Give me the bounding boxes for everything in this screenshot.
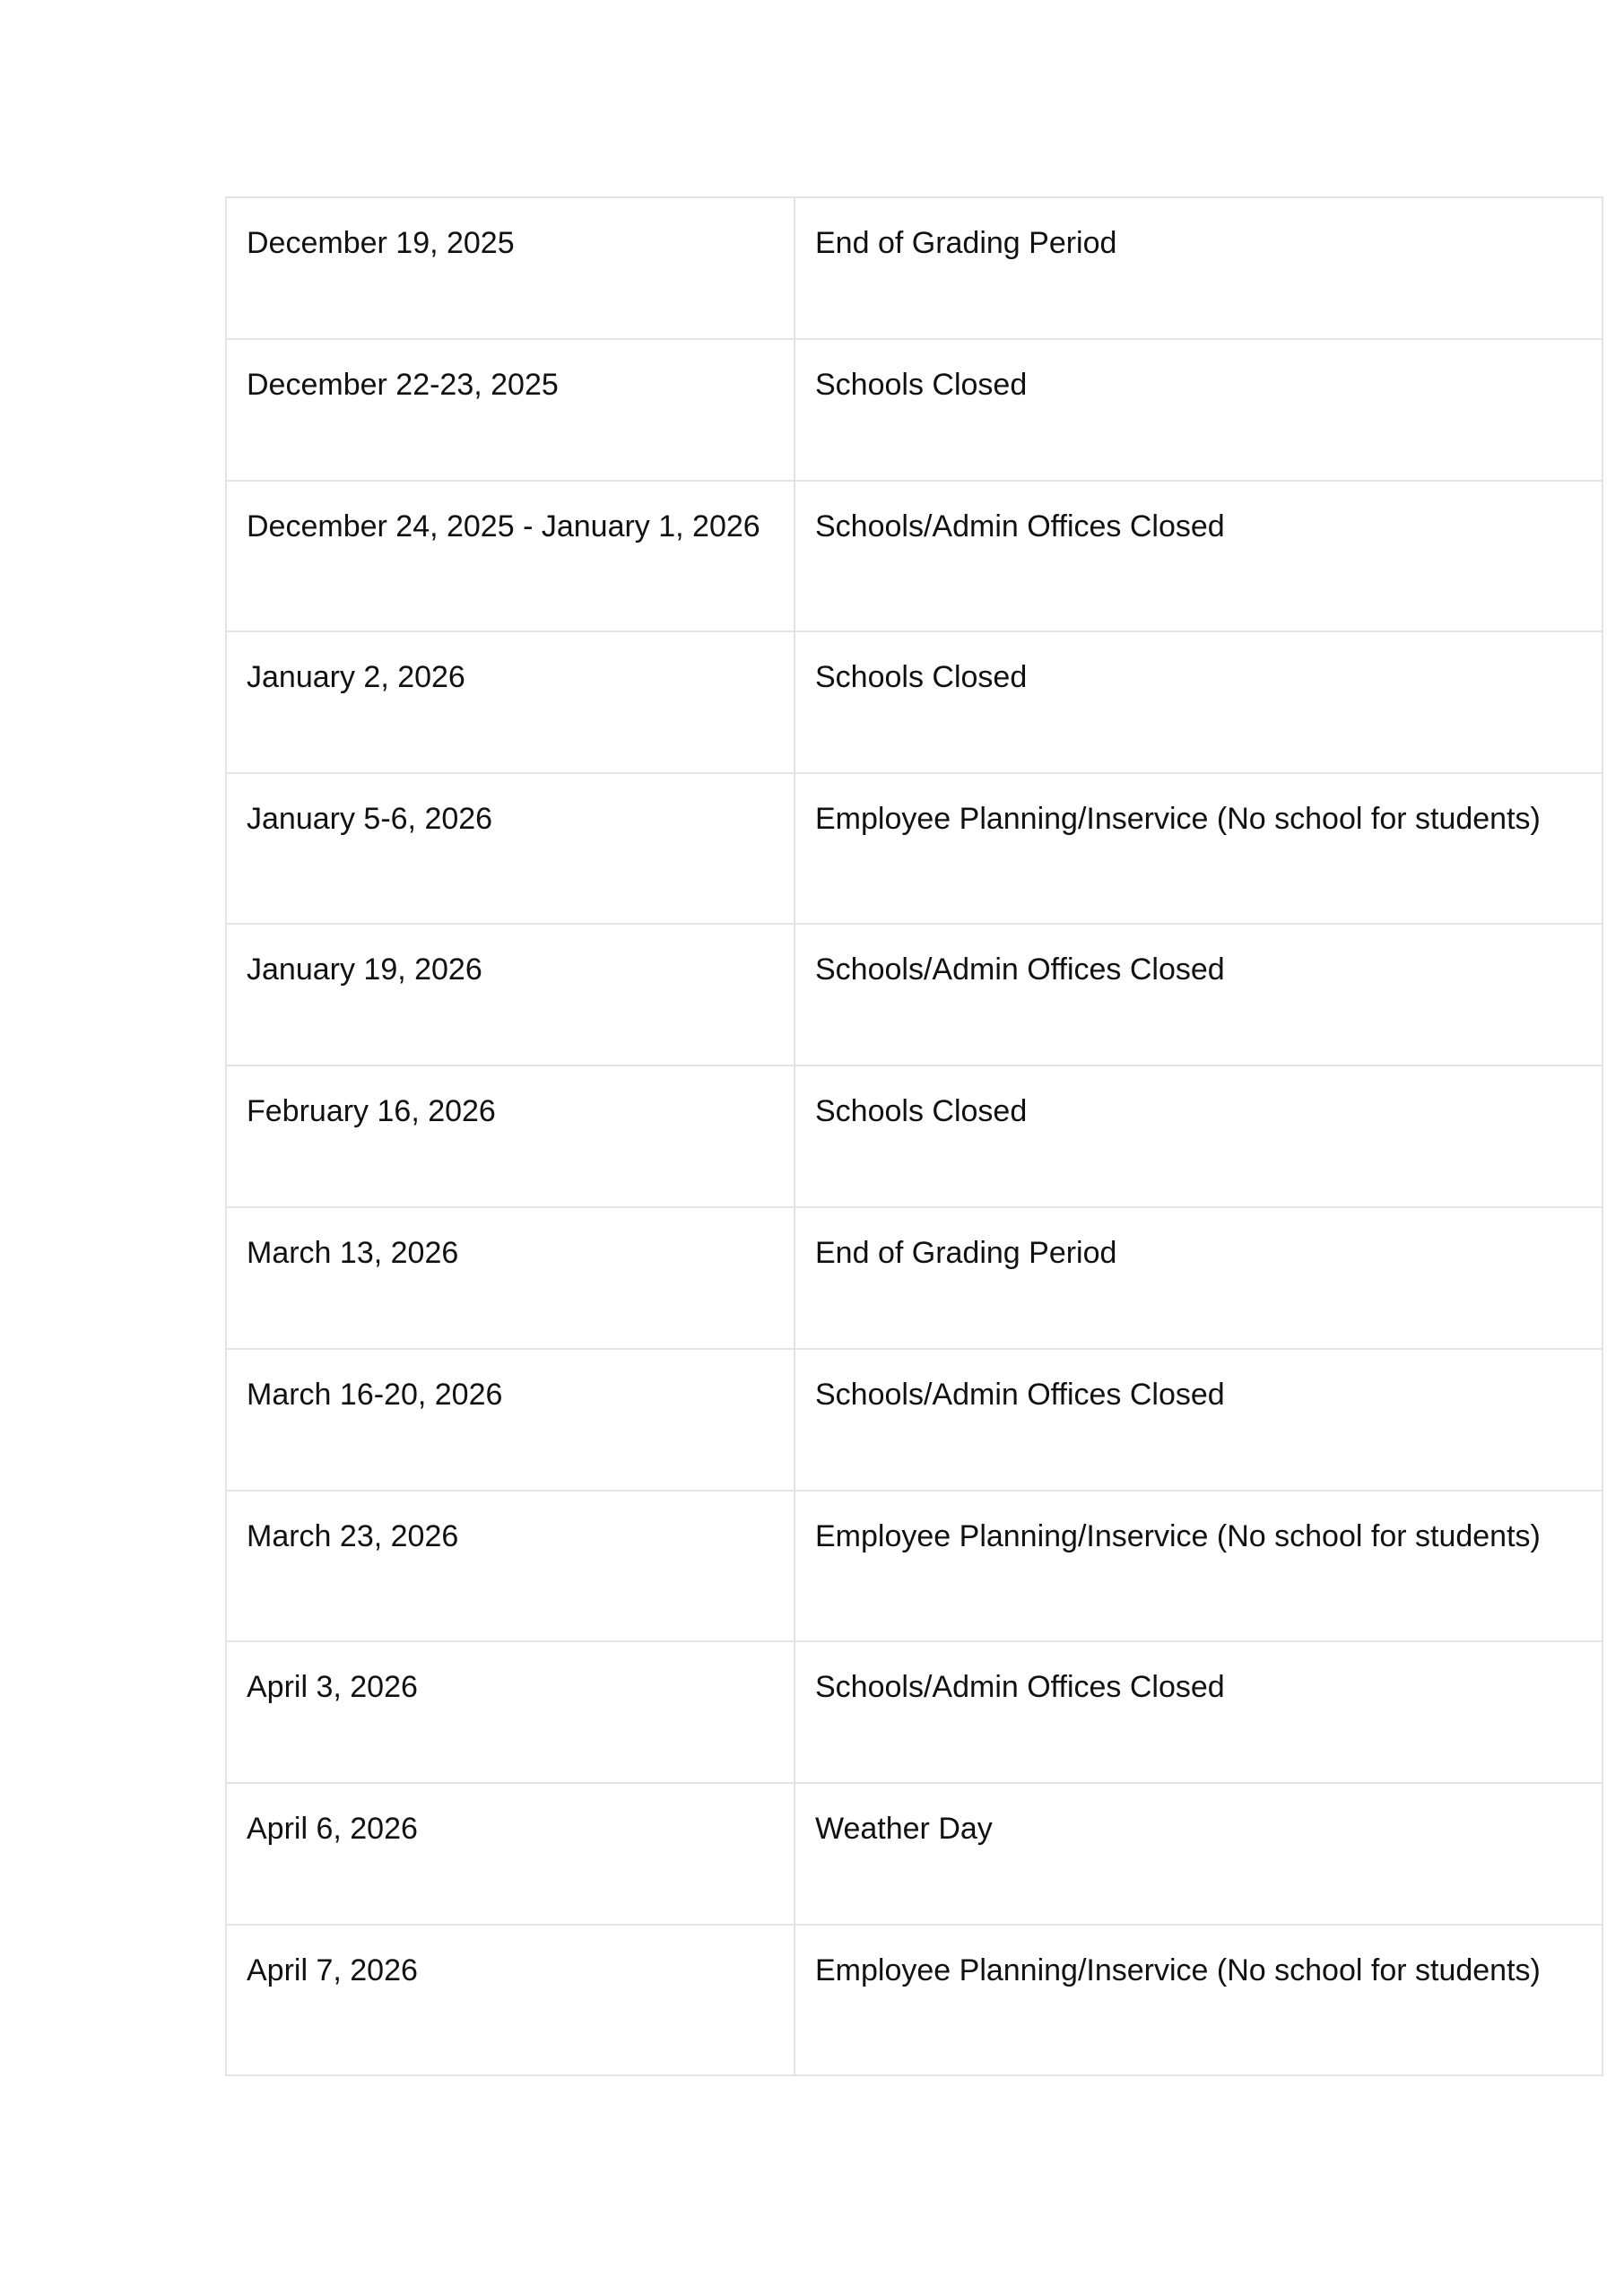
- table-row: [226, 1065, 1602, 1207]
- event-cell: Employee Planning/Inservice (No school for students): [795, 1925, 1602, 2075]
- date-cell: March 13, 2026: [226, 1207, 795, 1349]
- date-cell: December 19, 2025: [226, 197, 795, 339]
- table-row: [226, 1641, 1602, 1783]
- date-cell: March 16-20, 2026: [226, 1349, 795, 1491]
- event-cell: Schools/Admin Offices Closed: [795, 924, 1602, 1065]
- table-row: [226, 1491, 1602, 1641]
- date-cell: December 22-23, 2025: [226, 339, 795, 481]
- event-cell: Schools Closed: [795, 339, 1602, 481]
- date-cell: January 19, 2026: [226, 924, 795, 1065]
- table-row: [226, 481, 1602, 631]
- date-cell: April 6, 2026: [226, 1783, 795, 1925]
- table-row: [226, 773, 1602, 924]
- date-cell: March 23, 2026: [226, 1491, 795, 1641]
- date-cell: February 16, 2026: [226, 1065, 795, 1207]
- event-cell: Schools Closed: [795, 631, 1602, 773]
- event-cell: Schools/Admin Offices Closed: [795, 1349, 1602, 1491]
- table-row: [226, 339, 1602, 481]
- event-cell: Schools Closed: [795, 1065, 1602, 1207]
- table-row: [226, 1783, 1602, 1925]
- table-row: [226, 1925, 1602, 2075]
- date-cell: April 3, 2026: [226, 1641, 795, 1783]
- table-row: [226, 924, 1602, 1065]
- event-cell: Schools/Admin Offices Closed: [795, 481, 1602, 631]
- table-row: [226, 631, 1602, 773]
- table-row: [226, 197, 1602, 339]
- event-cell: End of Grading Period: [795, 197, 1602, 339]
- date-cell: April 7, 2026: [226, 1925, 795, 2075]
- event-cell: End of Grading Period: [795, 1207, 1602, 1349]
- event-cell: Employee Planning/Inservice (No school for students): [795, 773, 1602, 924]
- date-cell: January 5-6, 2026: [226, 773, 795, 924]
- date-cell: January 2, 2026: [226, 631, 795, 773]
- table-row: [226, 1349, 1602, 1491]
- event-cell: Weather Day: [795, 1783, 1602, 1925]
- event-cell: Schools/Admin Offices Closed: [795, 1641, 1602, 1783]
- date-cell: December 24, 2025 - January 1, 2026: [226, 481, 795, 631]
- calendar-table: [225, 196, 1603, 2076]
- table-row: [226, 1207, 1602, 1349]
- event-cell: Employee Planning/Inservice (No school for students): [795, 1491, 1602, 1641]
